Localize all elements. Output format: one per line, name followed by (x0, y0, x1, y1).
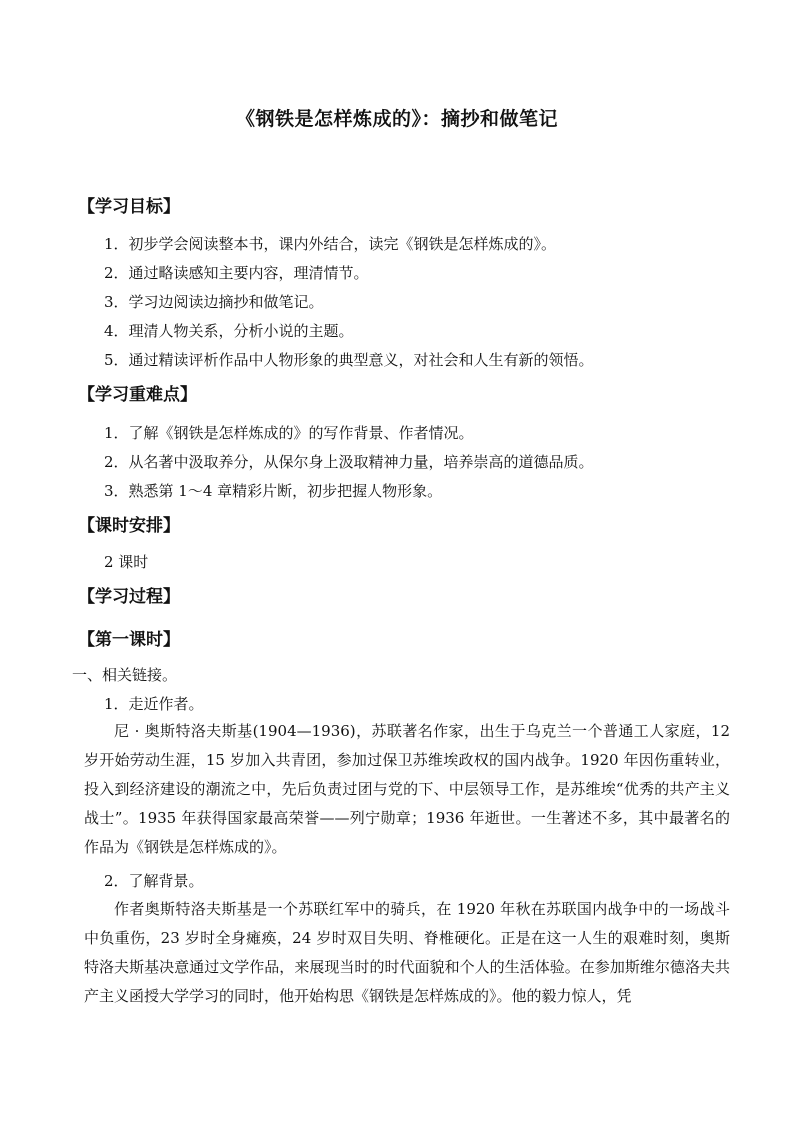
background-paragraph: 作者奥斯特洛夫斯基是一个苏联红军中的骑兵，在 1920 年秋在苏联国内战争中的一场战斗中负重伤，23 岁时全身瘫痪，24 岁时双目失明、脊椎硬化。正是在这一人生的艰难时刻，奥斯特洛夫斯基决意通过文学作品，来展现当时的时代面貌和个人的生活体验。在参加斯维尔德洛夫共产主义函授大学学习的同时，他开始构思《钢铁是怎样炼成的》。他的毅力惊人，凭 (84, 900, 730, 1005)
goal-item: 5．通过精读评析作品中人物形象的典型意义，对社会和人生有新的领悟。 (104, 351, 594, 369)
subsection-background: 2．了解背景。 (104, 872, 204, 890)
schedule-heading: 【课时安排】 (78, 516, 180, 536)
key-point-item: 2．从名著中汲取养分，从保尔身上汲取精神力量，培养崇高的道德品质。 (104, 453, 594, 471)
goal-item: 3．学习边阅读边摘抄和做笔记。 (104, 293, 324, 311)
key-point-item: 1．了解《钢铁是怎样炼成的》的写作背景、作者情况。 (104, 424, 474, 442)
key-point-item: 3．熟悉第 1～4 章精彩片断，初步把握人物形象。 (104, 482, 443, 500)
goal-item: 4．理清人物关系，分析小说的主题。 (104, 322, 354, 340)
process-heading: 【学习过程】 (78, 587, 180, 607)
section-part-1: 一、相关链接。 (72, 666, 178, 684)
goal-item: 1．初步学会阅读整本书，课内外结合，读完《钢铁是怎样炼成的》。 (104, 235, 557, 253)
goal-item: 2．通过略读感知主要内容，理清情节。 (104, 264, 369, 282)
lesson1-heading: 【第一课时】 (78, 630, 180, 650)
page-title: 《钢铁是怎样炼成的》：摘抄和做笔记 (235, 108, 558, 130)
author-paragraph: 尼 · 奥斯特洛夫斯基(1904—1936)，苏联著名作家，出生于乌克兰一个普通工人家庭，12 岁开始劳动生涯，15 岁加入共青团，参加过保卫苏维埃政权的国内战争。1920 年因伤重转业，投入到经济建设的潮流之中，先后负责过团与党的下、中层领导工作，是苏维埃“优秀的共产主义战士”。1935 年获得国家最高荣誉——列宁勋章；1936 年逝世。一生著述不多，其中最著名的作品为《钢铁是怎样炼成的》。 (84, 722, 730, 856)
goals-heading: 【学习目标】 (78, 197, 180, 217)
subsection-author: 1．走近作者。 (104, 695, 204, 713)
schedule-text: 2 课时 (104, 553, 149, 571)
key-points-heading: 【学习重难点】 (78, 385, 197, 405)
